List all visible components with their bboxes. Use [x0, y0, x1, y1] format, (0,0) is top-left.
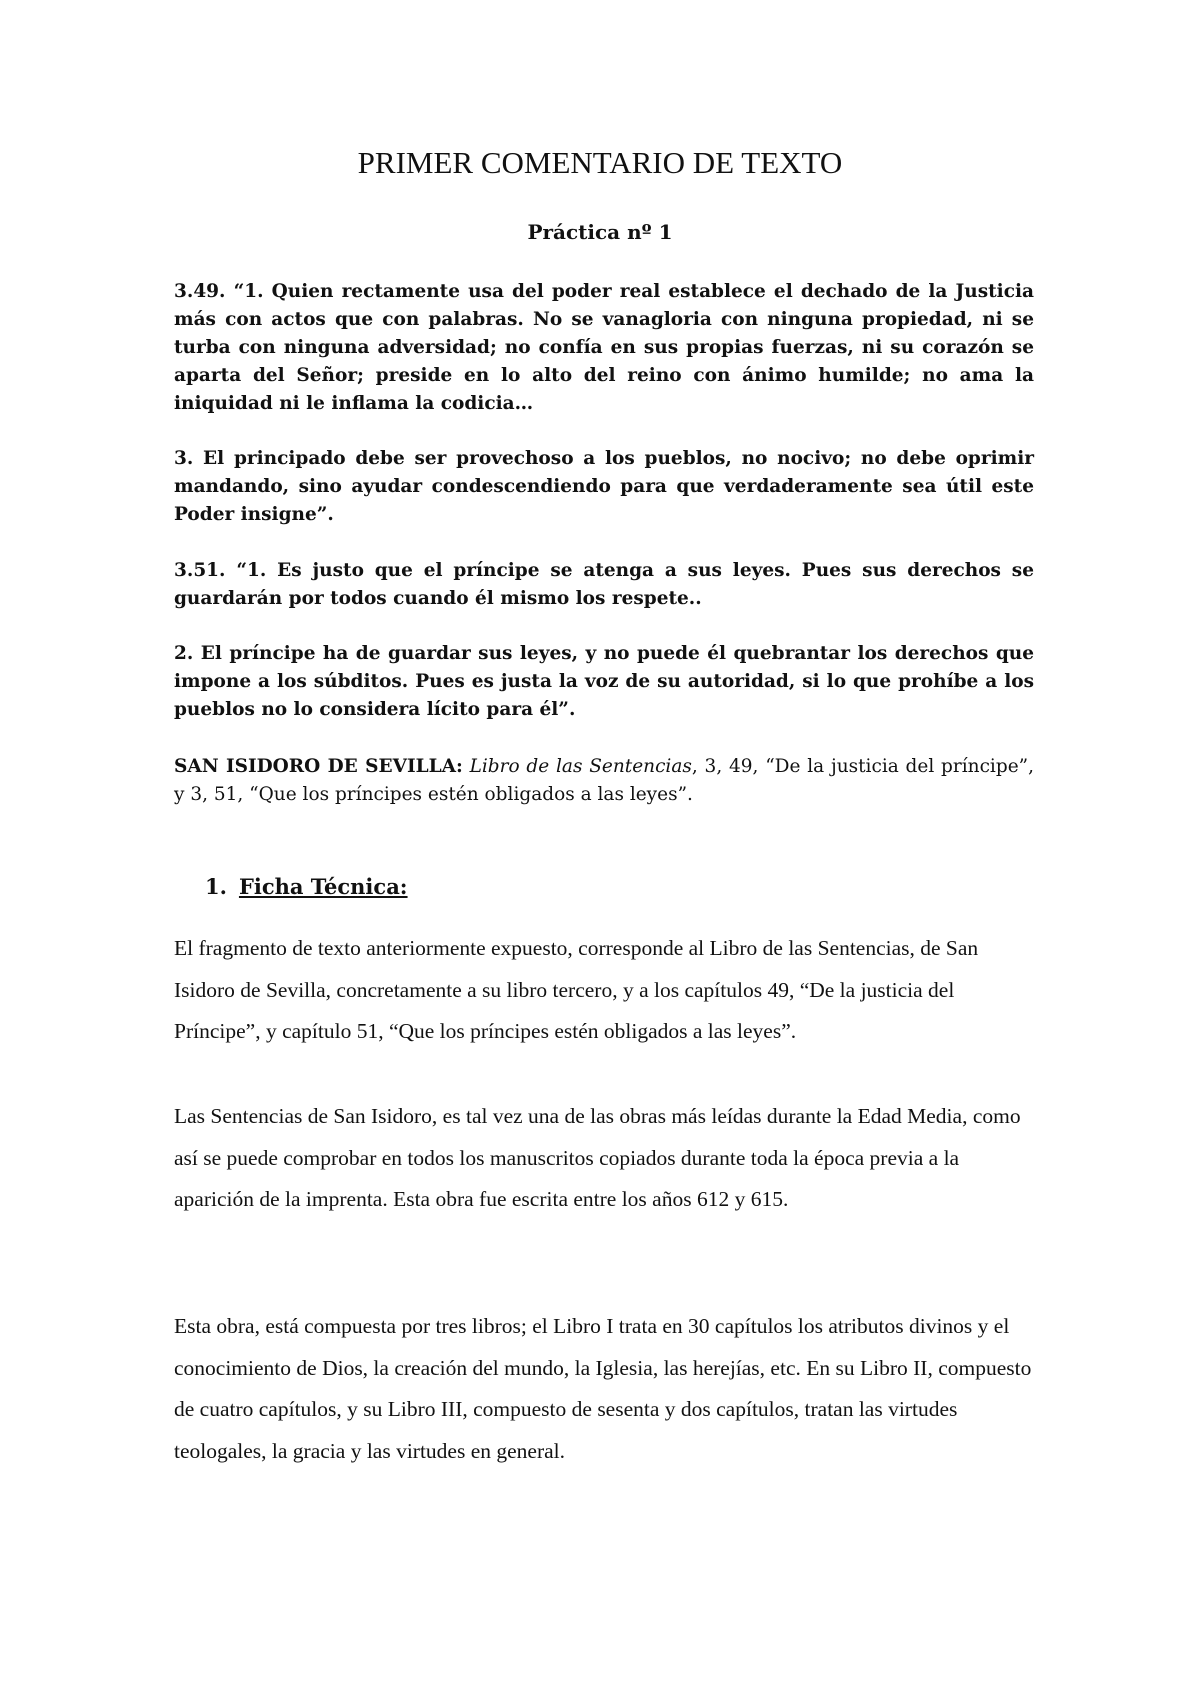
source-citation — [174, 753, 1034, 809]
body-paragraph: Esta obra, está compuesta por tres libros; el Libro I trata en 30 capítulos los atributos divinos y el conocimiento de Dios, la creación del mundo, la Iglesia, las herejías, etc. En su Libro II, compuesto de cuatro capítulos, y su Libro III, compuesto de sesenta y dos capítulos, tratan las virtudes teologales, la gracia y las virtudes en general. — [174, 1314, 1032, 1463]
quote-paragraph: 3. El principado debe ser provechoso a los pueblos, no nocivo; no debe oprimir mandando, sino ayudar condescendiendo para que verdaderamente sea útil este Poder insigne”. — [174, 448, 1034, 525]
section-number: 1. — [205, 874, 227, 899]
document-title: PRIMER COMENTARIO DE TEXTO — [357, 145, 843, 180]
quote-paragraph: 3.51. “1. Es justo que el príncipe se atenga a sus leyes. Pues sus derechos se guardarán por todos cuando él mismo los respete.. — [174, 560, 1034, 609]
document-subtitle: Práctica nº 1 — [527, 220, 673, 244]
body-paragraph: El fragmento de texto anteriormente expuesto, corresponde al Libro de las Sentencias, de San Isidoro de Sevilla, concretamente a su libro tercero, y a los capítulos 49, “De la justicia del Príncipe”, y capítulo 51, “Que los príncipes estén obligados a las leyes”. — [174, 936, 979, 1043]
body-paragraph: Las Sentencias de San Isidoro, es tal vez una de las obras más leídas durante la Edad Media, como así se puede comprobar en todos los manuscritos copiados durante toda la época previa a la aparición de la imprenta. Esta obra fue escrita entre los años 612 y 615. — [174, 1104, 1021, 1211]
section-heading — [205, 872, 408, 902]
quote-paragraph: 2. El príncipe ha de guardar sus leyes, y no puede él quebrantar los derechos que impone a los súbditos. Pues es justa la voz de su autoridad, si lo que prohíbe a los pueblos no lo considera lícito para él”. — [174, 643, 1034, 720]
citation-details: , 3, 49, “De la justicia del príncipe”, y 3, 51, “Que los príncipes estén obligados a las leyes”. — [174, 756, 1034, 805]
quote-paragraph: 3.49. “1. Quien rectamente usa del poder real establece el dechado de la Justicia más con actos que con palabras. No se vanagloria con ninguna propiedad, ni se turba con ninguna adversidad; no confía en sus propias fuerzas, ni su corazón se aparta del Señor; preside en lo alto del reino con ánimo humilde; no ama la iniquidad ni le inflama la codicia… — [174, 281, 1034, 414]
citation-author: SAN ISIDORO DE SEVILLA: — [174, 756, 463, 777]
citation-work: Libro de las Sentencias — [469, 756, 692, 777]
section-title: Ficha Técnica: — [238, 874, 408, 899]
